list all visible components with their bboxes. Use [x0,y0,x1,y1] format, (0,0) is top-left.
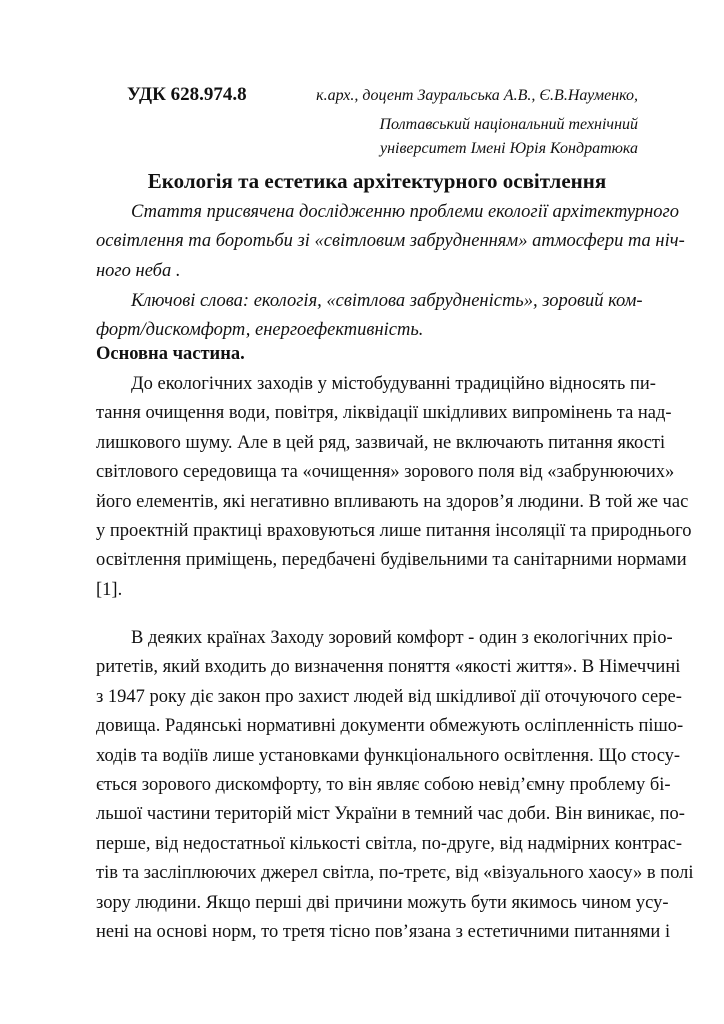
paragraph-line: з 1947 року діє закон про захист людей від шкідливої дії оточуючого сере- [96,686,682,707]
authors: к.арх., доцент Зауральська А.В., Є.В.Науменко, [316,87,638,104]
paragraph-line: освітлення приміщень, передбачені будівельними та санітарними нормами [96,550,687,571]
paragraph-line: нені на основі норм, то третя тісно пов’язана з естетичними питаннями і [96,921,671,942]
paragraph-line: [1]. [96,579,123,600]
udc-code: УДК 628.974.8 [127,84,247,105]
keywords-line: Ключові слова: екологія, «світлова забрудненість», зоровий ком- [131,291,643,311]
paragraph-line: В деяких країнах Заходу зоровий комфорт - один з екологічних пріо- [131,628,673,648]
paragraph-2 [96,624,694,947]
paragraph-line: тання очищення води, повітря, ліквідації шкідливих випромінень та над- [96,403,672,424]
abstract-line: освітлення та боротьби зі «світловим забрудненням» атмосфери та ніч- [96,231,685,252]
paragraph-line: ється зорового дискомфорту, то він являє собою невід’ємну проблему бі- [96,774,671,795]
keywords-line: форт/дискомфорт, енергоефективність. [96,320,424,341]
paragraph-line: зору людини. Якщо перші дві причини можуть бути якимось чином усу- [96,892,669,913]
paragraph-1 [96,370,692,605]
paragraph-line: тів та засліплюючих джерел світла, по-третє, від «візуального хаосу» в полі [96,863,694,884]
paragraph-line: До екологічних заходів у містобудуванні традиційно відносять пи- [131,374,656,394]
paragraph-line: ритетів, який входить до визначення поняття «якості життя». В Німеччині [96,657,681,678]
abstract [96,198,685,286]
paragraph-line: ходів та водіїв лише установками функціонального освітлення. Що стосу- [96,745,681,766]
paragraph-line: льшої частини територій міст України в темний час доби. Він виникає, по- [96,804,685,825]
keywords [96,287,643,346]
section-heading: Основна частина. [96,344,245,364]
article-title: Екологія та естетика архітектурного освітлення [147,169,607,193]
affiliation-line-2: університет Імені Юрія Кондратюка [379,140,638,157]
paragraph-line: лишкового шуму. Але в цей ряд, зазвичай, не включають питання якості [96,432,666,453]
abstract-line: ного неба . [96,260,181,281]
paragraph-line: перше, від недостатньої кількості світла, по-друге, від надмірних контрас- [96,833,683,854]
affiliation-line-1: Полтавський національний технічний [379,116,638,133]
paragraph-line: у проектній практиці враховуються лише питання інсоляції та природнього [96,520,692,541]
abstract-line: Стаття присвячена дослідженню проблеми екології архітектурного [131,202,680,222]
paragraph-line: світлового середовища та «очищення» зорового поля від «забрунюючих» [96,462,675,483]
paragraph-line: його елементів, які негативно впливають на здоров’я людини. В той же час [96,491,689,512]
paragraph-line: довища. Радянські нормативні документи обмежують осліпленність пішо- [96,716,684,737]
